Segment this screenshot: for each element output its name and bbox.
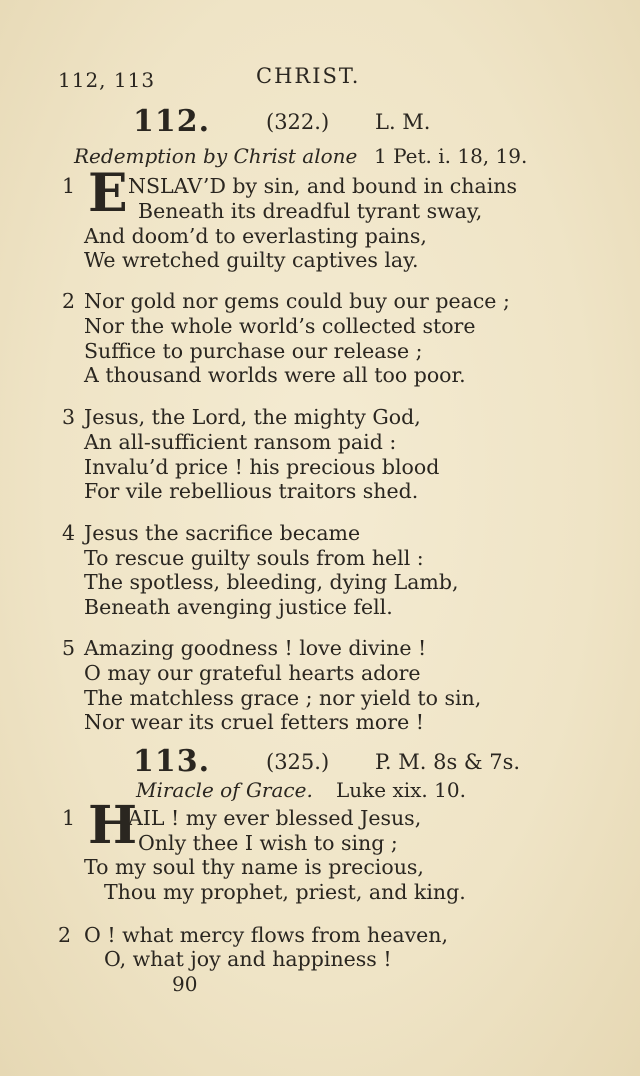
verse-line: The matchless grace ; nor yield to sin,	[84, 686, 482, 710]
verse-line: AIL ! my ever blessed Jesus,	[128, 806, 422, 830]
header-section-title: CHRIST.	[256, 64, 361, 88]
verse-line: Nor the whole world’s collected store	[84, 314, 476, 338]
hymn-112-number: 112.	[133, 104, 211, 139]
verse-line: To rescue guilty souls from hell :	[84, 546, 424, 570]
drop-cap: H	[88, 795, 138, 856]
hymn-113-meter: P. M. 8s & 7s.	[375, 750, 521, 774]
verse-line: Beneath avenging justice fell.	[84, 595, 393, 619]
hymn-113-number: 113.	[133, 744, 211, 779]
hymn-112-meter: L. M.	[375, 110, 431, 134]
verse-line: An all-sufficient ransom paid :	[84, 430, 397, 454]
drop-cap: E	[88, 163, 128, 224]
verse-line: A thousand worlds were all too poor.	[84, 363, 466, 387]
verse-line: Only thee I wish to sing ;	[138, 831, 398, 855]
verse-line: Thou my prophet, priest, and king.	[104, 880, 466, 904]
hymn-112-subtitle: Redemption by Christ alone	[74, 144, 358, 168]
verse-line: Jesus, the Lord, the mighty God,	[84, 405, 421, 429]
verse-line: Suffice to purchase our release ;	[84, 339, 423, 363]
hymn-113-reference: (325.)	[266, 750, 330, 774]
page-number: 90	[172, 972, 198, 996]
verse-line: Invalu’d price ! his precious blood	[84, 455, 440, 479]
verse-number: 2	[58, 923, 72, 947]
verse-line: O ! what mercy flows from heaven,	[84, 923, 449, 947]
verse-line: Amazing goodness ! love divine !	[84, 636, 427, 660]
verse-line: And doom’d to everlasting pains,	[84, 224, 427, 248]
hymn-113-subtitle: Miracle of Grace.	[136, 778, 313, 802]
verse-number: 4	[62, 521, 76, 545]
verse-line: Nor wear its cruel fetters more !	[84, 710, 424, 734]
verse-number: 5	[62, 636, 76, 660]
verse-line: O, what joy and happiness !	[104, 947, 392, 971]
verse-line: Jesus the sacrifice became	[84, 521, 361, 545]
hymn-112-reference: (322.)	[266, 110, 330, 134]
verse-line: NSLAV’D by sin, and bound in chains	[128, 174, 517, 198]
verse-number: 1	[62, 174, 76, 198]
verse-line: For vile rebellious traitors shed.	[84, 479, 419, 503]
verse-line: Beneath its dreadful tyrant sway,	[138, 199, 483, 223]
verse-number: 3	[62, 405, 76, 429]
header-hymn-numbers: 112, 113	[58, 68, 156, 92]
verse-number: 2	[62, 289, 76, 313]
verse-line: To my soul thy name is precious,	[84, 855, 424, 879]
hymn-113-scripture: Luke xix. 10.	[336, 778, 466, 802]
verse-number: 1	[62, 806, 76, 830]
verse-line: The spotless, bleeding, dying Lamb,	[84, 570, 459, 594]
verse-line: Nor gold nor gems could buy our peace ;	[84, 289, 510, 313]
verse-line: We wretched guilty captives lay.	[84, 248, 419, 272]
verse-line: O may our grateful hearts adore	[84, 661, 421, 685]
hymn-112-scripture: 1 Pet. i. 18, 19.	[374, 144, 528, 168]
